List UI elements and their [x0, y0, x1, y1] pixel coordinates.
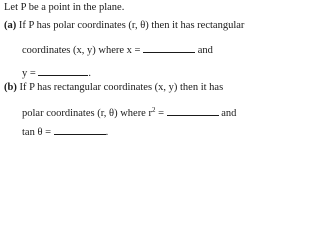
part-a-line-2	[22, 44, 213, 57]
part-a-line-2-text: coordinates (x, y) where x =	[22, 45, 141, 56]
part-b-line-1-text: If P has rectangular coordinates (x, y) then it has	[19, 82, 224, 93]
part-b-line-2-eq: =	[158, 108, 165, 119]
answer-blank-tan-theta[interactable]	[54, 126, 106, 135]
part-a-line-3-start: y =	[22, 68, 36, 79]
part-a-line-1	[4, 20, 244, 32]
part-a-line-3	[22, 67, 91, 80]
part-a-line-1-text: If P has polar coordinates (r, θ) then it has rectangular	[18, 20, 245, 31]
superscript-2: 2	[151, 106, 156, 114]
answer-blank-y[interactable]	[38, 67, 88, 76]
part-b-line-2-text: polar coordinates (r, θ) where r	[22, 108, 152, 119]
part-a-line-2-end: and	[197, 45, 213, 56]
answer-blank-r-squared[interactable]	[167, 107, 219, 116]
part-b-line-3	[22, 126, 108, 139]
part-b-line-3-end: .	[105, 127, 109, 138]
part-a-label: (a)	[4, 20, 17, 31]
part-b-label: (b)	[4, 82, 17, 93]
part-a-line-3-end: .	[88, 68, 92, 79]
part-b-line-1	[4, 82, 223, 94]
intro-text: Let P be a point in the plane.	[4, 2, 125, 13]
part-b-line-2-end: and	[221, 108, 237, 119]
part-b-line-2	[22, 104, 236, 120]
part-b-line-3-start: tan θ =	[22, 127, 52, 138]
answer-blank-x[interactable]	[143, 44, 195, 53]
